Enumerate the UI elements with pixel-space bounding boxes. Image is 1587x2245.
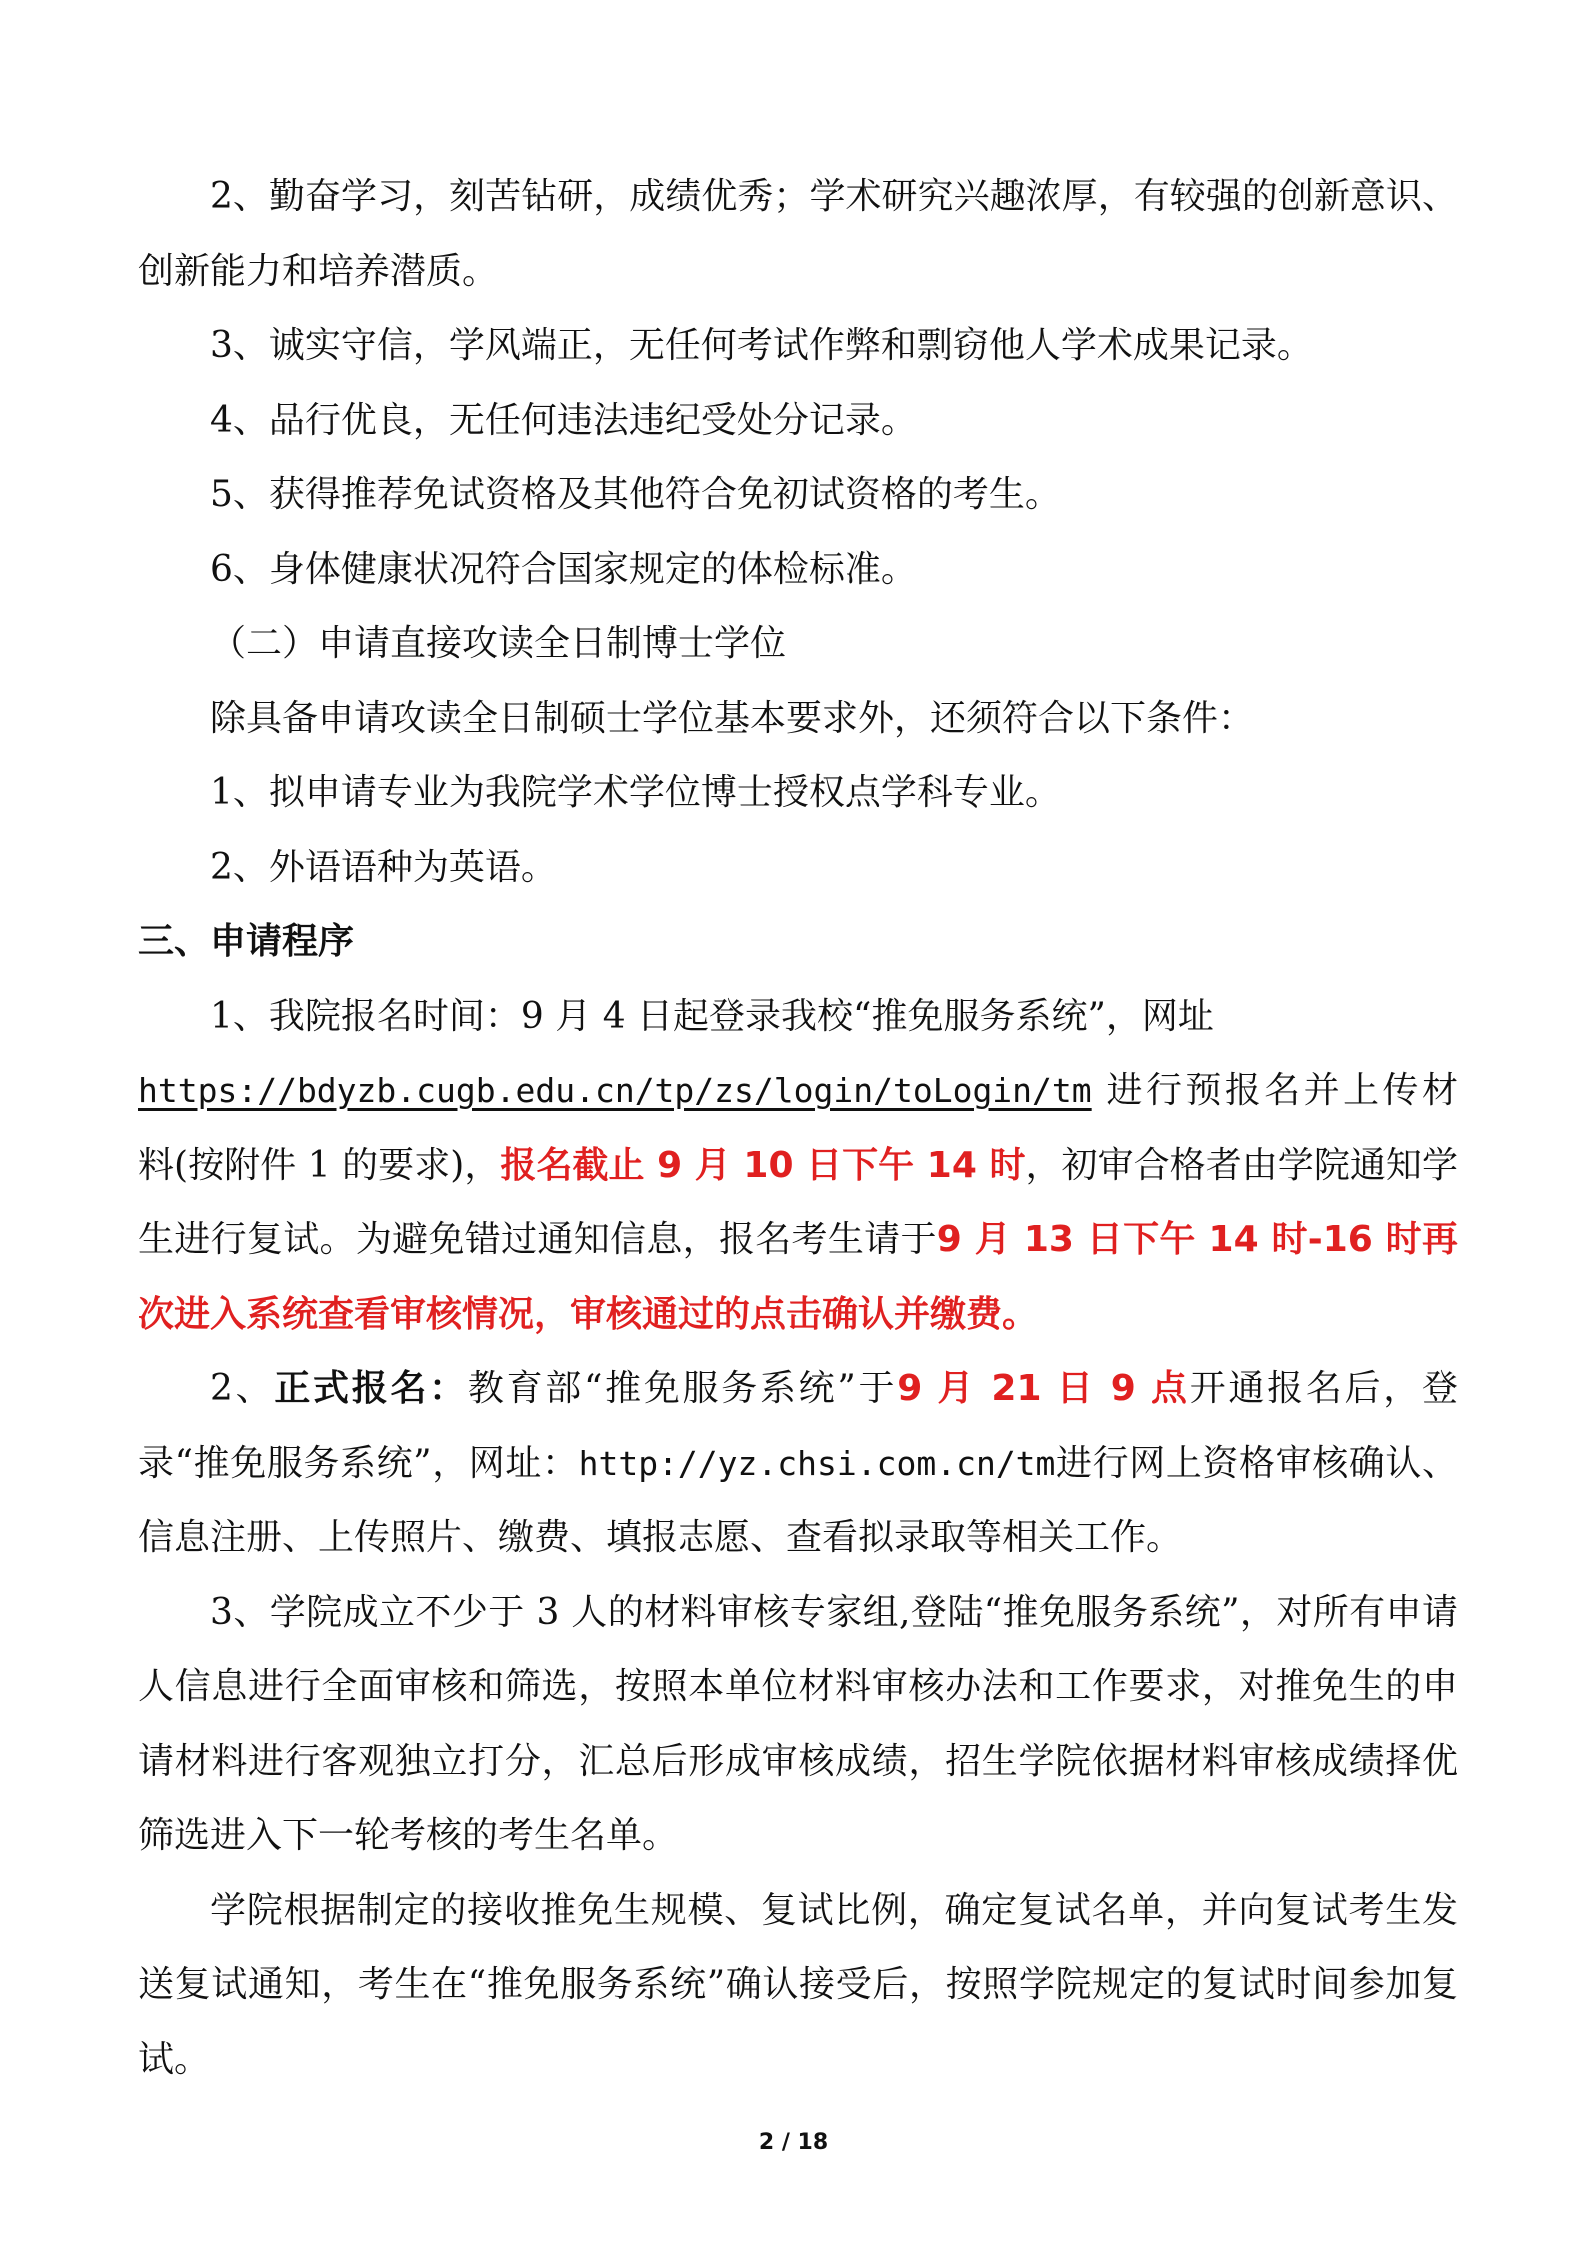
- requirement-item-3: 3、诚实守信，学风端正，无任何考试作弊和剽窃他人学术成果记录。: [210, 325, 1313, 366]
- requirement-item-5: 5、获得推荐免试资格及其他符合免初试资格的考生。: [210, 474, 1061, 515]
- phd-item-1: 1、拟申请专业为我院学术学位博士授权点学科专业。: [210, 772, 1061, 813]
- p1-deadline-highlight: 报名截止 9 月 10 日下午 14 时: [500, 1144, 1026, 1186]
- page-number: 2 / 18: [758, 2130, 829, 2155]
- procedure-paragraph-3: 3、学院成立不少于 3 人的材料审核专家组,登陆“推免服务系统”，对所有申请人信息进行全面审核和筛选，按照本单位材料审核办法和工作要求，对推免生的申请材料进行客观独立打分，汇总后形成审核成绩，招生学院依据材料审核成绩择优筛选进入下一轮考核的考生名单。: [138, 1591, 1458, 1856]
- p1-text-a: 1、我院报名时间：9 月 4 日起登录我校“推免服务系统”，网址: [210, 995, 1214, 1037]
- section-heading: 三、申请程序: [138, 921, 355, 962]
- p2-text-c: 开通报名后，登录“推免服务系统”，网址：: [138, 1368, 1458, 1484]
- p1-check-highlight: 9 月 13 日下午 14 时-16 时再次进入系统查看审核情况，审核通过的点击确认并缴费。: [138, 1219, 1458, 1335]
- p2-text-d: 进行网上资格审核确认、信息注册、上传照片、缴费、填报志愿、查看拟录取等相关工作。: [138, 1442, 1458, 1558]
- p1-text-c: ，初审合格者由学院通知学生进行复试。为避免错过通知信息，报名考生请于: [138, 1144, 1458, 1260]
- procedure-paragraph-2: [138, 1352, 1458, 1576]
- p1-text-b: 进行预报名并上传材料(按附件 1 的要求)，: [138, 1070, 1458, 1186]
- page-content: [138, 160, 1458, 2097]
- chsi-url-link[interactable]: http://yz.chsi.com.cn/tm: [578, 1443, 1056, 1483]
- phd-intro: 除具备申请攻读全日制硕士学位基本要求外，还须符合以下条件：: [210, 697, 1255, 739]
- requirement-item-6: 6、身体健康状况符合国家规定的体检标准。: [210, 548, 917, 590]
- p2-text-b: 教育部“推免服务系统”于: [467, 1368, 898, 1409]
- requirement-item-4: 4、品行优良，无任何违法违纪受处分记录。: [210, 399, 917, 441]
- procedure-paragraph-1: [138, 980, 1458, 1353]
- registration-url-link[interactable]: https://bdyzb.cugb.edu.cn/tp/zs/login/toLogin/tm: [138, 1071, 1092, 1110]
- p2-date-highlight: 9 月 21 日 9 点: [897, 1368, 1190, 1409]
- phd-subheading: （二）申请直接攻读全日制博士学位: [210, 623, 787, 664]
- p2-bold-label: 正式报名：: [274, 1368, 468, 1409]
- requirement-item-2: 2、勤奋学习，刻苦钻研，成绩优秀；学术研究兴趣浓厚，有较强的创新意识、创新能力和培养潜质。: [138, 176, 1458, 292]
- procedure-paragraph-4: 学院根据制定的接收推免生规模、复试比例，确定复试名单，并向复试考生发送复试通知，考生在“推免服务系统”确认接受后，按照学院规定的复试时间参加复试。: [138, 1889, 1458, 2080]
- p2-text-a: 2、: [210, 1368, 275, 1409]
- phd-item-2: 2、外语语种为英语。: [210, 846, 557, 888]
